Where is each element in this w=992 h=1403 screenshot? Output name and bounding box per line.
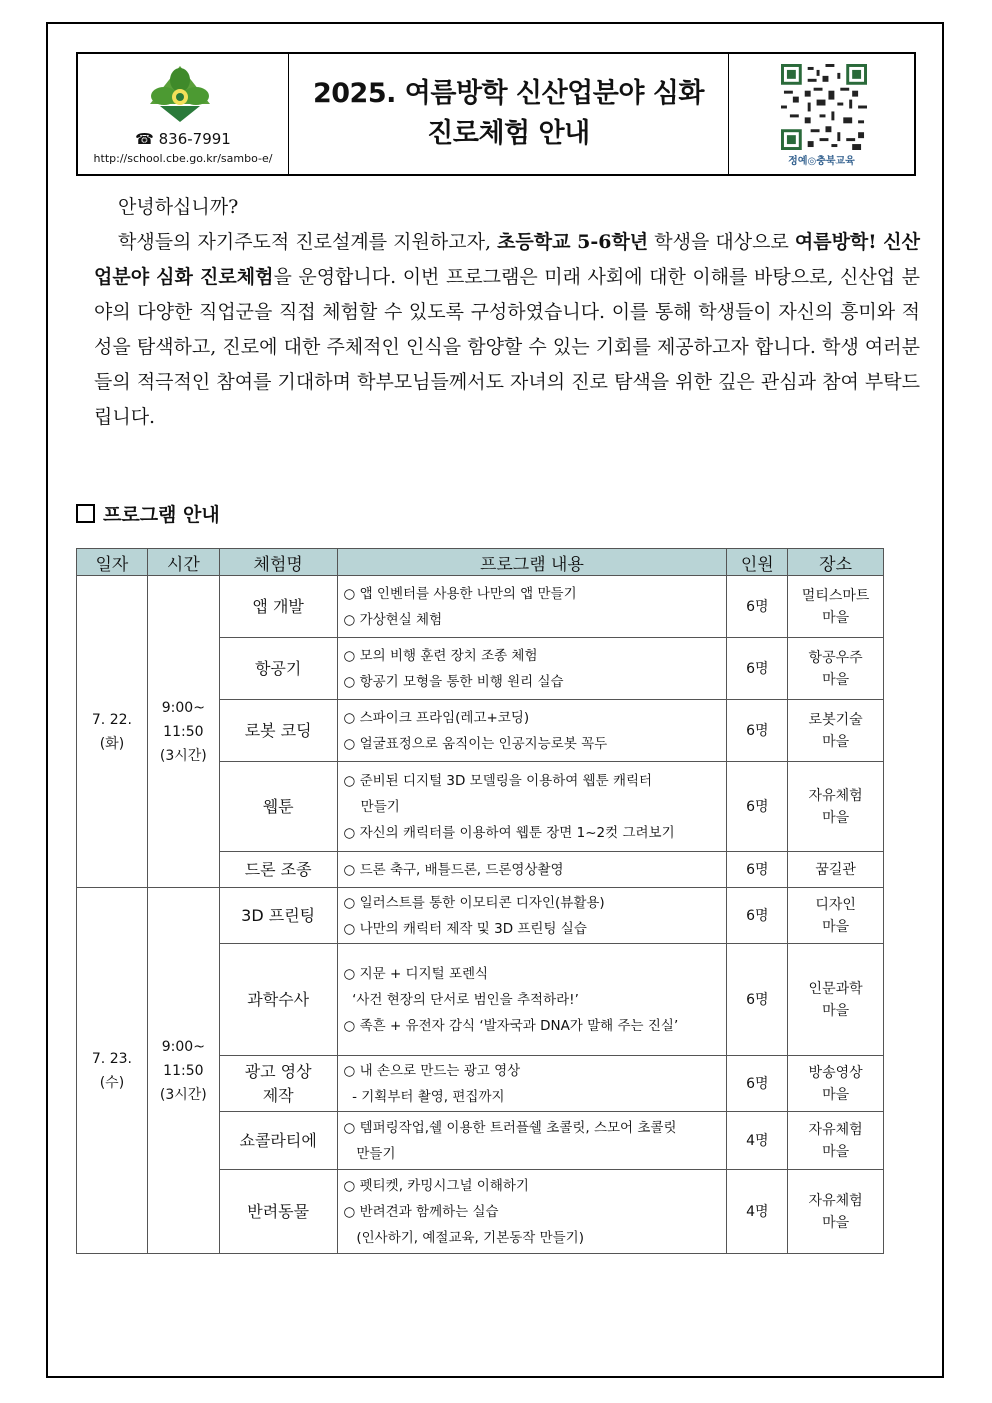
program-content-cell	[337, 1170, 727, 1254]
count-cell	[727, 762, 788, 852]
place-name: 로봇기술	[808, 711, 863, 728]
date-cell	[77, 576, 148, 888]
checkbox-square-icon	[76, 504, 95, 523]
time-start: 9:00~	[161, 699, 205, 716]
participant-count: 6명	[746, 861, 769, 878]
table-row	[77, 888, 884, 944]
program-name: 앱 개발	[252, 596, 304, 616]
count-cell	[727, 852, 788, 888]
school-url[interactable]: http://school.cbe.go.kr/sambo-e/	[93, 152, 273, 165]
place-name: 방송영상	[808, 1064, 863, 1081]
program-name: 로봇 코딩	[244, 720, 312, 740]
content-line: ○ 내 손으로 만드는 광고 영상	[343, 1062, 521, 1079]
title-line-2: 진로체험 안내	[427, 118, 590, 149]
content-line: ○ 템퍼링작업,쉘 이용한 트러플쉘 초콜릿, 스모어 초콜릿	[343, 1119, 677, 1136]
intro-program-name: 여름방학! 신산업분야 심화 진로체험	[94, 231, 920, 288]
time-start: 9:00~	[161, 1038, 205, 1055]
place-name: 인문과학	[808, 980, 863, 997]
content-line: 만들기	[343, 1145, 396, 1162]
content-line: 만들기	[343, 798, 400, 815]
program-name: 과학수사	[247, 989, 310, 1009]
content-line: ○ 반려견과 함께하는 실습	[343, 1203, 499, 1220]
intro-text	[94, 190, 920, 435]
program-content-cell	[337, 576, 727, 638]
place-cell	[788, 888, 884, 944]
intro-paragraph	[94, 225, 920, 435]
place-name-2: 마을	[822, 809, 850, 826]
place-name-2: 마을	[822, 733, 850, 750]
col-header-time: 시간	[147, 549, 219, 576]
intro-target-grade: 초등학교 5-6학년	[497, 231, 649, 253]
content-line: ○ 모의 비행 훈련 장치 조종 체험	[343, 647, 538, 664]
count-cell	[727, 1170, 788, 1254]
weekday-text: (화)	[99, 735, 125, 752]
program-name-cell	[219, 700, 337, 762]
program-content-cell	[337, 852, 727, 888]
place-name-2: 마을	[822, 1143, 850, 1160]
time-end: 11:50	[163, 1062, 204, 1079]
program-content-cell	[337, 1112, 727, 1170]
content-line: ○ 펫티켓, 카밍시그널 이해하기	[343, 1177, 529, 1194]
title-cell	[289, 54, 729, 174]
place-name: 자유체험	[808, 1121, 863, 1138]
place-name-2: 마을	[822, 1002, 850, 1019]
program-name: 광고 영상	[244, 1061, 312, 1081]
content-line: ○ 가상현실 체험	[343, 611, 443, 628]
program-name: 항공기	[254, 658, 302, 678]
qr-code-icon[interactable]	[781, 64, 867, 150]
program-name-cell	[219, 1056, 337, 1112]
place-name: 항공우주	[808, 649, 863, 666]
content-line: ○ 나만의 캐릭터 제작 및 3D 프린팅 실습	[343, 920, 587, 937]
program-name-cell	[219, 1170, 337, 1254]
participant-count: 6명	[746, 660, 769, 677]
program-name: 드론 조종	[244, 859, 312, 879]
col-header-count: 인원	[727, 549, 788, 576]
program-content-cell	[337, 944, 727, 1056]
place-cell	[788, 1112, 884, 1170]
program-name-cell	[219, 576, 337, 638]
program-name: 쇼콜라티에	[239, 1130, 317, 1150]
place-name: 자유체험	[808, 1192, 863, 1209]
time-cell	[147, 888, 219, 1254]
program-name: 웹툰	[262, 796, 294, 816]
content-line: ○ 족흔 + 유전자 감식 ‘발자국과 DNA가 말해 주는 진실’	[343, 1017, 679, 1034]
section-heading	[76, 500, 220, 527]
greeting: 안녕하십니까?	[118, 196, 239, 218]
intro-part-2: 학생을 대상으로	[648, 231, 795, 253]
participant-count: 6명	[746, 722, 769, 739]
place-name-2: 마을	[822, 918, 850, 935]
place-name-2: 마을	[822, 671, 850, 688]
intro-part-1: 학생들의 자기주도적 진로설계를 지원하고자,	[118, 231, 498, 253]
count-cell	[727, 888, 788, 944]
program-name: 3D 프린팅	[241, 905, 316, 925]
place-name: 멀티스마트	[801, 587, 870, 604]
count-cell	[727, 944, 788, 1056]
school-logo-icon	[148, 64, 212, 124]
participant-count: 6명	[746, 1075, 769, 1092]
place-name: 디자인	[815, 896, 856, 913]
qr-cell	[729, 54, 914, 174]
participant-count: 6명	[746, 907, 769, 924]
phone-number: ☎ 836-7991	[135, 130, 231, 148]
content-line: - 기획부터 촬영, 편집까지	[343, 1088, 505, 1105]
place-cell	[788, 1056, 884, 1112]
place-cell	[788, 762, 884, 852]
content-line: ‘사건 현장의 단서로 범인을 추적하라!’	[343, 991, 579, 1008]
header-box	[76, 52, 916, 176]
table-row	[77, 576, 884, 638]
count-cell	[727, 1112, 788, 1170]
table-header-row	[77, 549, 884, 576]
count-cell	[727, 700, 788, 762]
time-cell	[147, 576, 219, 888]
count-cell	[727, 638, 788, 700]
program-content-cell	[337, 638, 727, 700]
time-end: 11:50	[163, 723, 204, 740]
date-text: 7. 22.	[91, 711, 132, 728]
content-line: ○ 준비된 디지털 3D 모델링을 이용하여 웹툰 캐릭터	[343, 772, 653, 789]
content-line: ○ 자신의 캐릭터를 이용하여 웹툰 장면 1~2컷 그려보기	[343, 824, 675, 841]
date-text: 7. 23.	[91, 1050, 132, 1067]
place-name: 자유체험	[808, 787, 863, 804]
program-name-cell	[219, 852, 337, 888]
program-name-cell	[219, 888, 337, 944]
intro-part-3: 을 운영합니다. 이번 프로그램은 미래 사회에 대한 이해를 바탕으로, 신산업 분야의 다양한 직업군을 직접 체험할 수 있도록 구성하였습니다. 이를 통해 학생들이 자신의 흥미와 적성을 탐색하고, 진로에 대한 주체적인 인식을 함양할 수 있는 기회를 제공하고자 합니다. 학생 여러분들의 적극적인 참여를 기대하며 학부모님들께서도 자녀의 진로 탐색을 위한 깊은 관심과 참여 부탁드립니다.	[94, 266, 920, 428]
program-name-cell	[219, 762, 337, 852]
content-line: ○ 스파이크 프라임(레고+코딩)	[343, 709, 530, 726]
program-name: 반려동물	[247, 1201, 310, 1221]
time-duration: (3시간)	[159, 1086, 207, 1103]
program-content-cell	[337, 888, 727, 944]
content-line: ○ 항공기 모형을 통한 비행 원리 실습	[343, 673, 564, 690]
program-name-cell	[219, 1112, 337, 1170]
place-cell	[788, 852, 884, 888]
place-cell	[788, 944, 884, 1056]
place-name-2: 마을	[822, 609, 850, 626]
program-content-cell	[337, 700, 727, 762]
content-line: ○ 얼굴표정으로 움직이는 인공지능로봇 꼭두	[343, 735, 608, 752]
participant-count: 6명	[746, 798, 769, 815]
participant-count: 4명	[746, 1203, 769, 1220]
participant-count: 4명	[746, 1132, 769, 1149]
title-line-1: 2025. 여름방학 신산업분야 심화	[312, 78, 704, 109]
program-content-cell	[337, 1056, 727, 1112]
col-header-content: 프로그램 내용	[337, 549, 727, 576]
school-info-cell	[78, 54, 289, 174]
participant-count: 6명	[746, 598, 769, 615]
place-name-2: 마을	[822, 1086, 850, 1103]
content-line: (인사하기, 예절교육, 기본동작 만들기)	[343, 1229, 584, 1246]
content-line: ○ 앱 인벤터를 사용한 나만의 앱 만들기	[343, 585, 577, 602]
program-content-cell	[337, 762, 727, 852]
place-name: 꿈길관	[815, 861, 856, 878]
participant-count: 6명	[746, 991, 769, 1008]
place-cell	[788, 576, 884, 638]
section-title: 프로그램 안내	[103, 504, 220, 526]
place-cell	[788, 638, 884, 700]
content-line: ○ 일러스트를 통한 이모티콘 디자인(뷰활용)	[343, 894, 605, 911]
program-name-2: 제작	[262, 1085, 294, 1105]
col-header-date: 일자	[77, 549, 148, 576]
program-table	[76, 548, 884, 1254]
content-line: ○ 지문 + 디지털 포렌식	[343, 965, 489, 982]
place-cell	[788, 700, 884, 762]
count-cell	[727, 576, 788, 638]
weekday-text: (수)	[99, 1074, 125, 1091]
time-duration: (3시간)	[159, 747, 207, 764]
content-line: ○ 드론 축구, 배틀드론, 드론영상촬영	[343, 861, 564, 878]
date-cell	[77, 888, 148, 1254]
place-cell	[788, 1170, 884, 1254]
place-name-2: 마을	[822, 1214, 850, 1231]
program-name-cell	[219, 638, 337, 700]
qr-caption: 정예◎충북교육	[788, 156, 855, 167]
program-name-cell	[219, 944, 337, 1056]
col-header-name: 체험명	[219, 549, 337, 576]
col-header-place: 장소	[788, 549, 884, 576]
count-cell	[727, 1056, 788, 1112]
